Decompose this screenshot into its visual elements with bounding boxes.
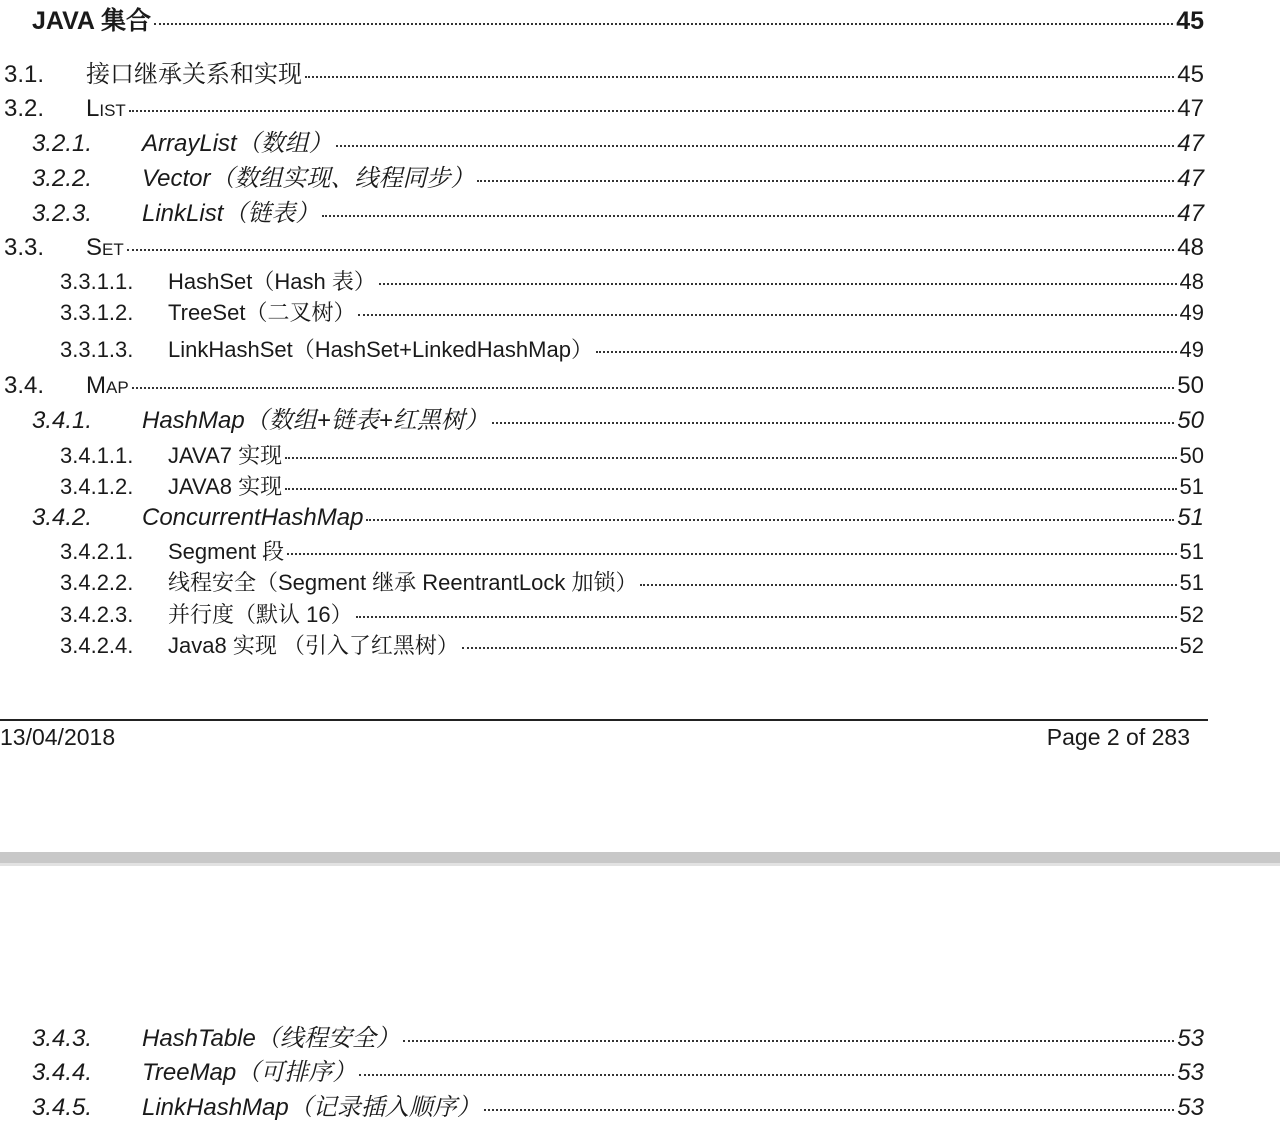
- dot-leader: [322, 215, 1174, 217]
- dot-leader: [462, 647, 1177, 649]
- toc-entry-3-3-1-3[interactable]: [60, 338, 1204, 362]
- dot-leader: [305, 76, 1174, 78]
- toc-entry-title: List: [86, 95, 126, 122]
- toc-entry-3-4-4[interactable]: [32, 1060, 1204, 1086]
- toc-entry-3-4-2-2[interactable]: [60, 571, 1204, 595]
- toc-entry-title: 并行度（默认 16）: [168, 602, 353, 627]
- toc-entry-number: 3.4.2.3.: [60, 602, 134, 627]
- toc-entry-number: 3.2.1.: [32, 130, 93, 157]
- toc-entry-title: HashMap（数组+链表+红黑树）: [142, 407, 489, 434]
- toc-entry-page-number: 47: [1177, 165, 1204, 192]
- toc-entry-3-3-1-1[interactable]: [60, 270, 1204, 294]
- toc-entry-title: LinkHashSet（HashSet+LinkedHashMap）: [168, 337, 593, 362]
- dot-leader: [403, 1040, 1174, 1042]
- toc-entry-title: TreeSet（二叉树）: [168, 300, 356, 325]
- toc-entry-title: HashSet（Hash 表）: [168, 269, 376, 294]
- toc-entry-3-2-3[interactable]: [32, 201, 1204, 227]
- toc-entry-title: LinkHashMap（记录插入顺序）: [142, 1094, 481, 1121]
- toc-entry-page-number: 53: [1177, 1094, 1204, 1121]
- toc-entry-title: Java8 实现 （引入了红黑树）: [168, 633, 459, 658]
- toc-entry-page-number: 51: [1179, 539, 1204, 564]
- toc-entry-number: 3.2.2.: [32, 165, 93, 192]
- toc-entry-title: 接口继承关系和实现: [86, 61, 302, 88]
- toc-entry-3-2[interactable]: [4, 96, 1204, 122]
- toc-entry-3-4-1[interactable]: [32, 408, 1204, 434]
- toc-entry-page-number: 51: [1177, 504, 1204, 531]
- toc-entry-title: Set: [86, 234, 124, 261]
- toc-entry-page-number: 51: [1179, 570, 1204, 595]
- toc-entry-number: 3.4.1.1.: [60, 443, 134, 468]
- page-separator: [0, 852, 1280, 866]
- toc-entry-3-2-2[interactable]: [32, 166, 1204, 192]
- toc-entry-title: TreeMap（可排序）: [142, 1059, 357, 1086]
- toc-entry-3-4-2[interactable]: [32, 505, 1204, 531]
- dot-leader: [477, 180, 1174, 182]
- toc-entry-3-4-1-1[interactable]: [60, 444, 1204, 468]
- dot-leader: [379, 283, 1177, 285]
- toc-entry-title: LinkList（链表）: [142, 200, 320, 227]
- toc-entry-title: Segment 段: [168, 539, 285, 564]
- toc-entry-number: 3.4.5.: [32, 1094, 93, 1121]
- dot-leader: [336, 145, 1175, 147]
- footer-divider: [0, 719, 1208, 721]
- toc-entry-number: 3.4.1.2.: [60, 474, 134, 499]
- toc-entry-title: HashTable（线程安全）: [142, 1025, 400, 1052]
- toc-entry-page-number: 52: [1179, 633, 1204, 658]
- toc-entry-number: 3.3.1.3.: [60, 337, 134, 362]
- toc-entry-number: 3.4.3.: [32, 1025, 93, 1052]
- dot-leader: [484, 1109, 1175, 1111]
- document-page-2: [0, 866, 1280, 1138]
- toc-entry-page-number: 45: [1177, 61, 1204, 88]
- toc-entry-page-number: 52: [1179, 602, 1204, 627]
- dot-leader: [366, 519, 1174, 521]
- toc-entry-number: 3.1.: [4, 61, 45, 88]
- toc-entry-number: 3.3.1.2.: [60, 300, 134, 325]
- toc-entry-number: 3.4.4.: [32, 1059, 93, 1086]
- toc-entry-title: ArrayList（数组）: [142, 130, 333, 157]
- footer-page-number: Page 2 of 283: [1046, 724, 1190, 750]
- toc-entry-page-number: 47: [1177, 95, 1204, 122]
- toc-entry-number: 3.4.2.2.: [60, 570, 134, 595]
- toc-entry-3-4-3[interactable]: [32, 1026, 1204, 1052]
- dot-leader: [287, 553, 1176, 555]
- toc-entry-number: 3.3.: [4, 234, 45, 261]
- dot-leader: [359, 1074, 1174, 1076]
- toc-entry-page-number: 49: [1179, 337, 1204, 362]
- toc-entry-3-1[interactable]: [4, 62, 1204, 88]
- toc-entry-3-4-2-3[interactable]: [60, 603, 1204, 627]
- toc-entry-number: 3.4.: [4, 372, 45, 399]
- toc-entry-3-3[interactable]: [4, 235, 1204, 261]
- toc-entry-3-4-2-1[interactable]: [60, 540, 1204, 564]
- dot-leader: [285, 488, 1176, 490]
- toc-entry-page-number: 50: [1179, 443, 1204, 468]
- dot-leader: [492, 422, 1175, 424]
- toc-entry-page-number: 50: [1177, 372, 1204, 399]
- dot-leader: [596, 351, 1177, 353]
- dot-leader: [129, 110, 1175, 112]
- toc-entry-page-number: 47: [1177, 200, 1204, 227]
- dot-leader: [127, 249, 1175, 251]
- dot-leader: [132, 387, 1175, 389]
- toc-entry-3-4-5[interactable]: [32, 1095, 1204, 1121]
- toc-entry-title: ConcurrentHashMap: [142, 504, 364, 531]
- toc-entry-page-number: 48: [1177, 234, 1204, 261]
- toc-entry-page-number: 50: [1177, 407, 1204, 434]
- toc-entry-3-3-1-2[interactable]: [60, 301, 1204, 325]
- toc-entry-number: 3.3.1.1.: [60, 269, 134, 294]
- toc-entry-title: Map: [86, 372, 129, 399]
- toc-entry-page-number: 47: [1177, 130, 1204, 157]
- toc-entry-title: JAVA7 实现: [168, 443, 283, 468]
- toc-entry-number: 3.4.2.: [32, 504, 93, 531]
- dot-leader: [356, 616, 1177, 618]
- toc-entry-number: 3.4.2.1.: [60, 539, 134, 564]
- toc-entry-title: JAVA8 实现: [168, 474, 283, 499]
- toc-entry-title: 线程安全（Segment 继承 ReentrantLock 加锁）: [168, 570, 638, 595]
- toc-entry-3-4[interactable]: [4, 373, 1204, 399]
- toc-entry-page-number: 51: [1179, 474, 1204, 499]
- toc-entry-page-number: 45: [1176, 7, 1204, 35]
- toc-entry-title: Vector（数组实现、线程同步）: [142, 165, 475, 192]
- toc-entry-page-number: 48: [1179, 269, 1204, 294]
- toc-entry-page-number: 53: [1177, 1059, 1204, 1086]
- toc-entry-page-number: 53: [1177, 1025, 1204, 1052]
- toc-entry-3-4-1-2[interactable]: [60, 475, 1204, 499]
- toc-entry-page-number: 49: [1179, 300, 1204, 325]
- footer-date: 13/04/2018: [0, 724, 116, 750]
- toc-entry-number: 3.2.3.: [32, 200, 93, 227]
- toc-entry-java-collections[interactable]: [32, 8, 1204, 36]
- toc-entry-3-2-1[interactable]: [32, 131, 1204, 157]
- toc-entry-number: 3.4.2.4.: [60, 633, 134, 658]
- dot-leader: [154, 23, 1173, 25]
- dot-leader: [285, 457, 1176, 459]
- dot-leader: [358, 314, 1176, 316]
- toc-entry-title: JAVA 集合: [32, 7, 151, 35]
- toc-entry-3-4-2-4[interactable]: [60, 634, 1204, 658]
- toc-entry-number: 3.2.: [4, 95, 45, 122]
- dot-leader: [640, 584, 1176, 586]
- toc-entry-number: 3.4.1.: [32, 407, 93, 434]
